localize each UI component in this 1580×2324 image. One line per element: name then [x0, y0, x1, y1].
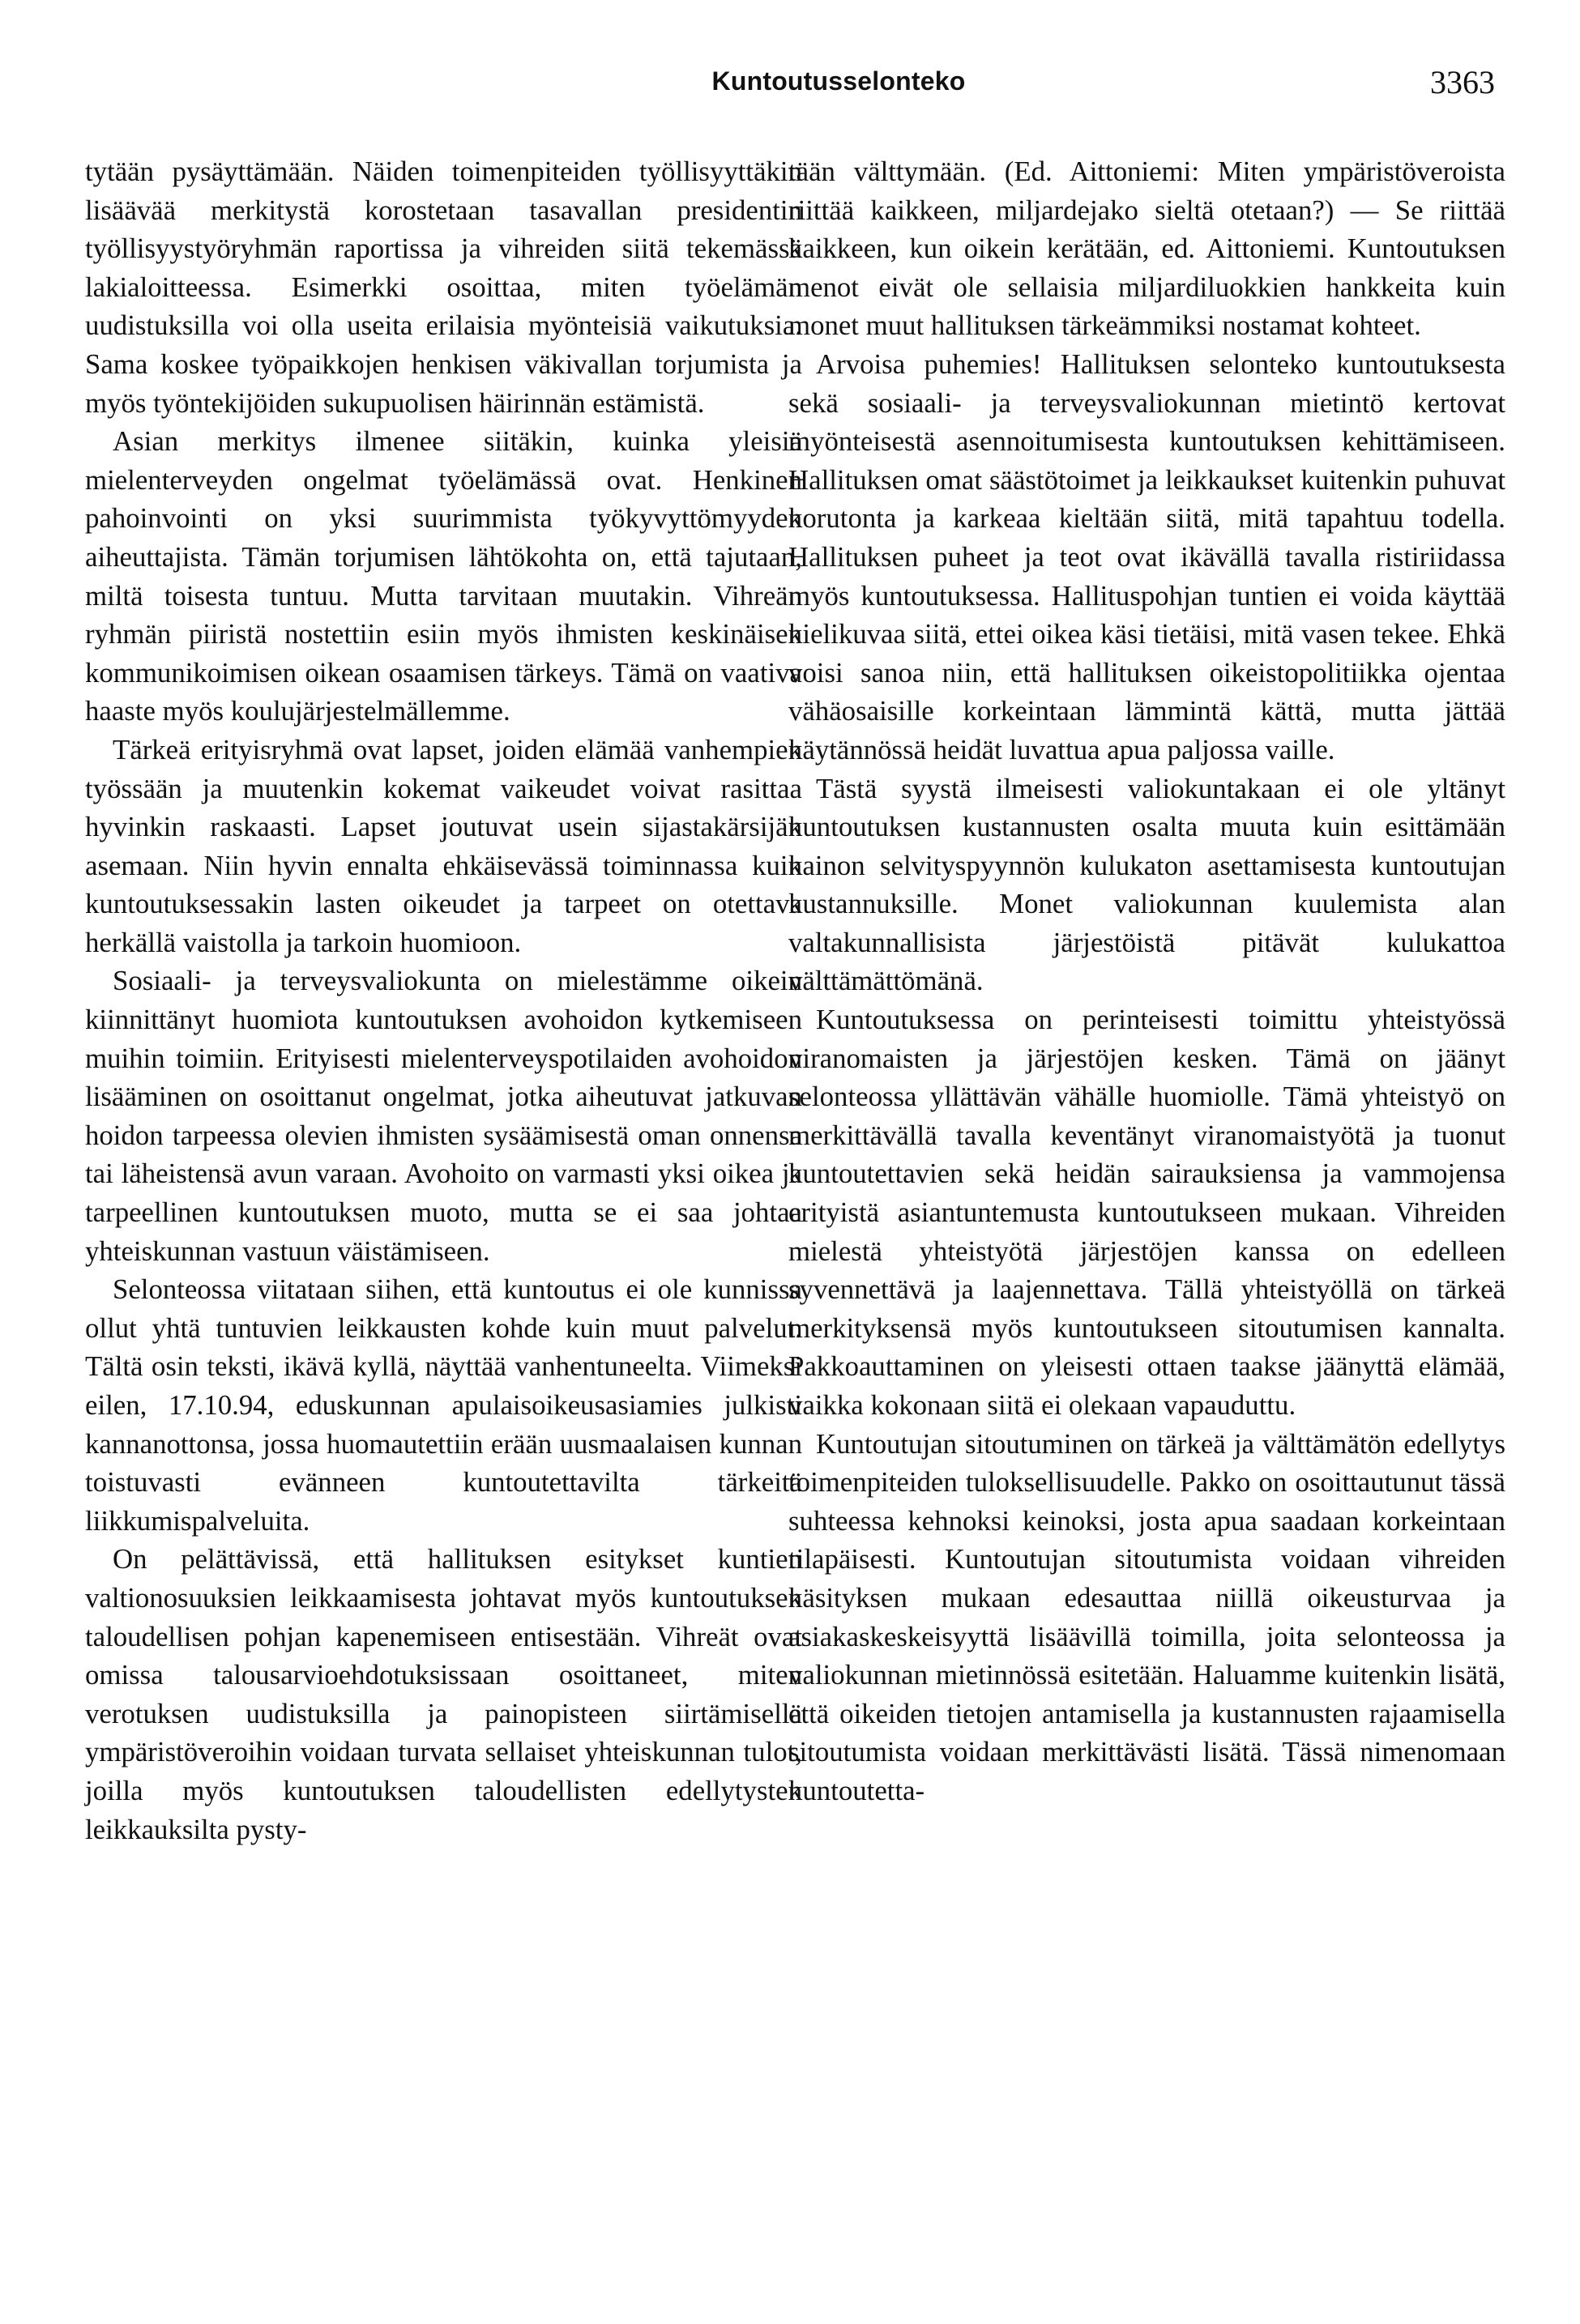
paragraph: Kuntoutujan sitoutuminen on tärkeä ja välttämätön edellytys toimenpiteiden tuloksellisuudelle. Pakko on osoittautunut tässä suhteessa kehnoksi keinoksi, josta apua saadaan korkeintaan tilapäisesti. Kuntoutujan sitoutumista voidaan vihreiden käsityksen mukaan edesauttaa niillä oikeusturvaa ja asiakaskeskeisyyttä lisäävillä toimilla, joita selonteossa ja valiokunnan mietinnössä esitetään. Haluamme kuitenkin lisätä, että oikeiden tietojen antamisella ja kustannusten rajaamisella sitoutumista voidaan merkittävästi lisätä. Tässä nimenomaan kuntoutetta-	[788, 1427, 1505, 1806]
paragraph: tään välttymään. (Ed. Aittoniemi: Miten ympäristöveroista riittää kaikkeen, miljardejako sieltä otetaan?) — Se riittää kaikkeen, kun oikein kerätään, ed. Aittoniemi. Kuntoutuksen menot eivät ole sellaisia miljardiluokkien hankkeita kuin monet muut hallituksen tärkeämmiksi nostamat kohteet.	[788, 156, 1505, 342]
right-column	[788, 152, 1505, 1810]
paragraph: tytään pysäyttämään. Näiden toimenpiteiden työllisyyttäkin lisäävää merkitystä korostetaan tasavallan presidentin työllisyystyöryhmän raportissa ja vihreiden siitä tekemässä lakialoitteessa. Esimerkki osoittaa, miten työelämän uudistuksilla voi olla useita erilaisia myönteisiä vaikutuksia. Sama koskee työpaikkojen henkisen väkivallan torjumista ja myös työntekijöiden sukupuolisen häirinnän estämistä.	[85, 156, 802, 419]
paragraph: Kuntoutuksessa on perinteisesti toimittu yhteistyössä viranomaisten ja järjestöjen kesken. Tämä on jäänyt selonteossa yllättävän vähälle huomiolle. Tämä yhteistyö on merkittävällä tavalla keventänyt viranomaistyötä ja tuonut kuntoutettavien sekä heidän sairauksiensa ja vammojensa erityistä asiantuntemusta kuntoutukseen mukaan. Vihreiden mielestä yhteistyötä järjestöjen kanssa on edelleen syvennettävä ja laajennettava. Tällä yhteistyöllä on tärkeä merkityksensä myös kuntoutukseen sitoutumisen kannalta. Pakkoauttaminen on yleisesti ottaen taakse jäänyttä elämää, vaikka kokonaan siitä ei olekaan vapauduttu.	[788, 1004, 1505, 1421]
page-number: 3363	[1430, 64, 1495, 100]
paragraph: Tärkeä erityisryhmä ovat lapset, joiden elämää vanhempien työssään ja muutenkin kokemat vaikeudet voivat rasittaa hyvinkin raskaasti. Lapset joutuvat usein sijastakärsijän asemaan. Niin hyvin ennalta ehkäisevässä toiminnassa kuin kuntoutuksessakin lasten oikeudet ja tarpeet on otettava herkällä vaistolla ja tarkoin huomioon.	[85, 733, 802, 958]
running-title: Kuntoutusselonteko	[711, 66, 966, 96]
paragraph: Tästä syystä ilmeisesti valiokuntakaan ei ole yltänyt kuntoutuksen kustannusten osalta muuta kuin esittämään kainon selvityspyynnön kulukaton asettamisesta kuntoutujan kustannuksille. Monet valiokunnan kuulemista alan valtakunnallisista järjestöistä pitävät kulukattoa välttämättömänä.	[788, 772, 1505, 997]
paragraph: Selonteossa viitataan siihen, että kuntoutus ei ole kunnissa ollut yhtä tuntuvien leikkausten kohde kuin muut palvelut. Tältä osin teksti, ikävä kyllä, näyttää vanhentuneelta. Viimeksi eilen, 17.10.94, eduskunnan apulaisoikeusasiamies julkisti kannanottonsa, jossa huomautettiin erään uusmaalaisen kunnan toistuvasti evänneen kuntoutettavilta tärkeitä liikkumispalveluita.	[85, 1273, 802, 1537]
paragraph: Arvoisa puhemies! Hallituksen selonteko kuntoutuksesta sekä sosiaali- ja terveysvaliokunnan mietintö kertovat myönteisestä asennoitumisesta kuntoutuksen kehittämiseen. Hallituksen omat säästötoimet ja leikkaukset kuitenkin puhuvat korutonta ja karkeaa kieltään siitä, mitä tapahtuu todella. Hallituksen puheet ja teot ovat ikävällä tavalla ristiriidassa myös kuntoutuksessa. Hallituspohjan tuntien ei voida käyttää kielikuvaa siitä, ettei oikea käsi tietäisi, mitä vasen tekee. Ehkä voisi sanoa niin, että hallituksen oikeistopolitiikka ojentaa vähäosaisille korkeintaan lämmintä kättä, mutta jättää käytännössä heidät luvattua apua paljossa vaille.	[788, 348, 1505, 765]
left-column	[85, 152, 802, 1849]
paragraph: On pelättävissä, että hallituksen esitykset kuntien valtionosuuksien leikkaamisesta johtavat myös kuntoutuksen taloudellisen pohjan kapenemiseen entisestään. Vihreät ovat omissa talousarvioehdotuksissaan osoittaneet, miten verotuksen uudistuksilla ja painopisteen siirtämisellä ympäristöveroihin voidaan turvata sellaiset yhteiskunnan tulot, joilla myös kuntoutuksen taloudellisten edellytysten leikkauksilta pysty-	[85, 1543, 802, 1845]
paragraph: Sosiaali- ja terveysvaliokunta on mielestämme oikein kiinnittänyt huomiota kuntoutuksen avohoidon kytkemiseen muihin toimiin. Erityisesti mielenterveyspotilaiden avohoidon lisääminen on osoittanut ongelmat, jotka aiheutuvat jatkuvan hoidon tarpeessa olevien ihmisten sysäämisestä oman onnensa tai läheistensä avun varaan. Avohoito on varmasti yksi oikea ja tarpeellinen kuntoutuksen muoto, mutta se ei saa johtaa yhteiskunnan vastuun väistämiseen.	[85, 965, 802, 1267]
paragraph: Asian merkitys ilmenee siitäkin, kuinka yleisiä mielenterveyden ongelmat työelämässä ovat. Henkinen pahoinvointi on yksi suurimmista työkyvyttömyyden aiheuttajista. Tämän torjumisen lähtökohta on, että tajutaan, miltä toisesta tuntuu. Mutta tarvitaan muutakin. Vihreän ryhmän piiristä nostettiin esiin myös ihmisten keskinäisen kommunikoimisen oikean osaamisen tärkeys. Tämä on vaativa haaste myös koulujärjestelmällemme.	[85, 425, 802, 727]
